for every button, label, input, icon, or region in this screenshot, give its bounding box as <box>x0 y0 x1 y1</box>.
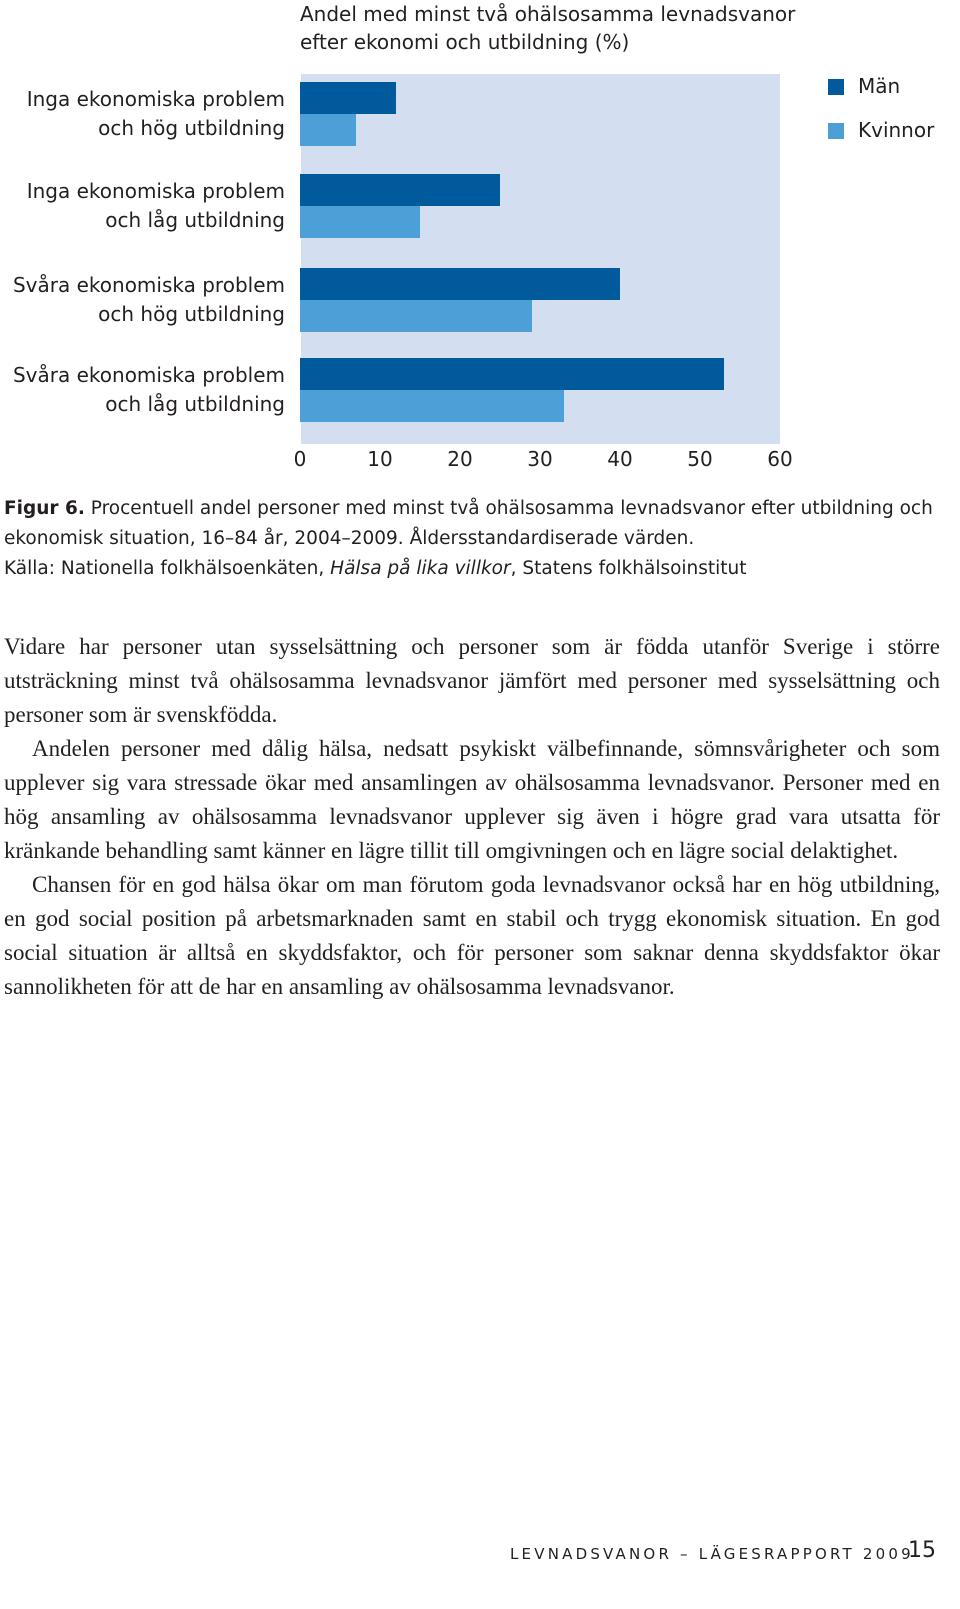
category-label-2-line-1: Svåra ekonomiska problem <box>12 273 285 297</box>
bar-man-2 <box>300 268 620 300</box>
category-label-0-line-2: och hög utbildning <box>98 116 285 140</box>
category-label-2-line-2: och hög utbildning <box>98 302 285 326</box>
legend-label-kvinnor: Kvinnor <box>858 118 935 142</box>
source-prefix: Källa: Nationella folkhälsoenkäten, <box>4 558 331 579</box>
chart-title-line-1: Andel med minst två ohälsosamma levnadsvanor <box>300 2 796 26</box>
body-text <box>4 630 940 1004</box>
category-label-0-line-1: Inga ekonomiska problem <box>26 87 285 111</box>
bar-kvinnor-1 <box>300 206 420 238</box>
category-label-1-line-1: Inga ekonomiska problem <box>26 179 285 203</box>
x-tick-label-4: 40 <box>607 447 633 471</box>
bar-kvinnor-0 <box>300 114 356 146</box>
x-tick-label-2: 20 <box>447 447 473 471</box>
chart-title <box>300 0 860 56</box>
bar-kvinnor-2 <box>300 300 532 332</box>
bar-man-0 <box>300 82 396 114</box>
category-label-3-line-1: Svåra ekonomiska problem <box>12 363 285 387</box>
x-tick-label-3: 30 <box>527 447 553 471</box>
bar-kvinnor-3 <box>300 390 564 422</box>
page-number: 15 <box>908 1538 936 1563</box>
figure-label: Figur 6. <box>4 498 85 519</box>
x-tick-label-1: 10 <box>367 447 393 471</box>
running-title: LEVNADSVANOR – LÄGESRAPPORT 2009 <box>510 1545 914 1563</box>
category-label-1-line-2: och låg utbildning <box>105 208 285 232</box>
legend-swatch-man <box>828 79 844 95</box>
x-tick-label-6: 60 <box>767 447 793 471</box>
bar-man-1 <box>300 174 500 206</box>
x-tick-label-0: 0 <box>293 447 307 471</box>
figure-caption <box>4 494 954 584</box>
body-paragraph-2: Andelen personer med dålig hälsa, nedsatt psykiskt välbefinnande, sömnsvårigheter och som upplever sig vara stressade ökar med ansamlingen av ohälsosamma levnadsvanor. Personer med en hög ansamling av ohälsosamma levnadsvanor upplever sig även i högre grad vara utsatta för kränkande behandling samt känner en lägre tillit till omgivningen och en lägre social delaktighet. <box>4 736 940 863</box>
x-tick-label-5: 50 <box>687 447 713 471</box>
x-tick-labels <box>294 447 793 471</box>
bar-chart <box>0 60 960 480</box>
bar-man-3 <box>300 358 724 390</box>
caption-text: Procentuell andel personer med minst två ohälsosamma levnadsvanor efter utbildning och ekonomisk situation, 16–84 år, 2004–2009. Åldersstandardiserade värden. <box>4 498 933 549</box>
body-paragraph-3: Chansen för en god hälsa ökar om man förutom goda levnadsvanor också har en hög utbildning, en god social position på arbetsmarknaden samt en stabil och trygg ekonomisk situation. En god social situation är alltså en skyddsfaktor, och för personer som saknar denna skyddsfaktor ökar sannolikheten för att de har en ansamling av ohälsosamma levnadsvanor. <box>4 872 940 999</box>
source-title: Hälsa på lika villkor <box>330 558 511 579</box>
legend-label-man: Män <box>858 74 901 98</box>
category-label-3-line-2: och låg utbildning <box>105 392 285 416</box>
legend-swatch-kvinnor <box>828 123 844 139</box>
chart-title-line-2: efter ekonomi och utbildning (%) <box>300 30 630 54</box>
source-suffix: , Statens folkhälsoinstitut <box>510 558 747 579</box>
body-paragraph-1: Vidare har personer utan sysselsättning och personer som är födda utanför Sverige i större utsträckning minst två ohälsosamma levnadsvanor jämfört med personer med sysselsättning och personer som är svenskfödda. <box>4 634 940 727</box>
